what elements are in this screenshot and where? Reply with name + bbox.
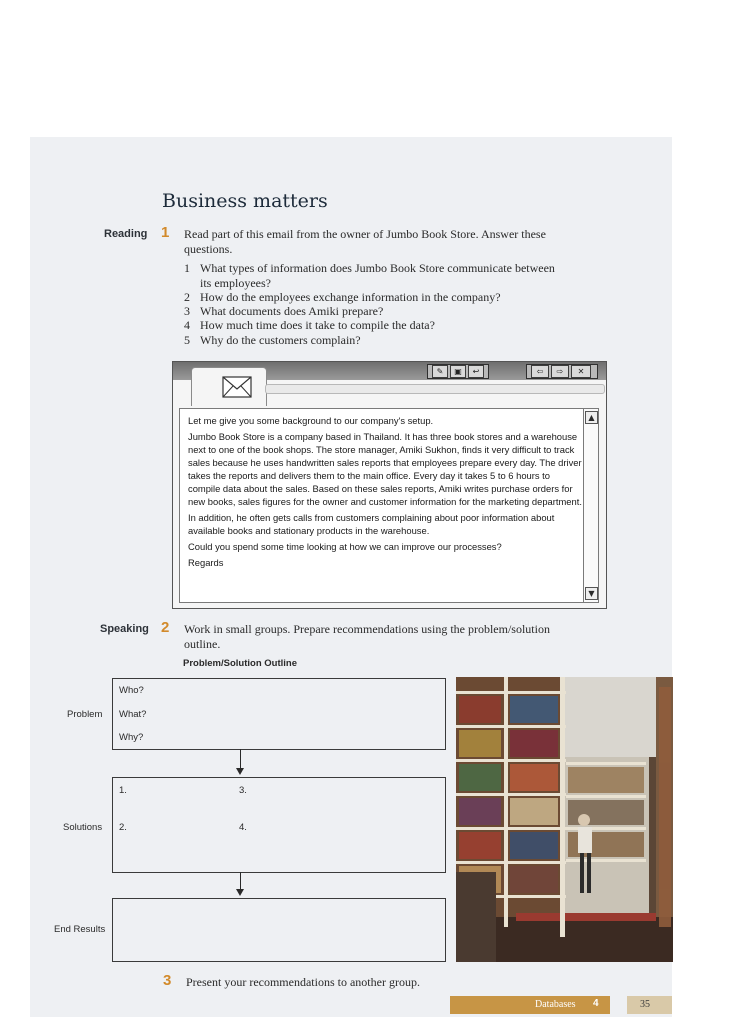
connector-line (240, 872, 241, 890)
reading-number: 1 (161, 224, 170, 241)
envelope-icon (222, 376, 252, 398)
email-body (179, 408, 599, 603)
close-icon[interactable]: ✕ (571, 365, 591, 378)
email-paragraph: Could you spend some time looking at how we can improve our processes? (188, 541, 502, 552)
reply-icon[interactable]: ↩ (468, 365, 484, 378)
end-results-box (112, 898, 446, 962)
footer-unit-number: 4 (593, 998, 599, 1009)
end-results-label: End Results (54, 924, 106, 935)
email-paragraph: Regards (188, 557, 224, 568)
address-bar (265, 384, 605, 394)
outline-title: Problem/Solution Outline (183, 658, 297, 669)
solution-item: 1. (119, 785, 127, 796)
task3-text: Present your recommendations to another group. (186, 975, 420, 989)
email-tab[interactable] (191, 367, 267, 406)
email-paragraph: Let me give you some background to our company's setup. (188, 415, 434, 426)
back-icon[interactable]: ⇦ (531, 365, 549, 378)
solution-item: 3. (239, 785, 247, 796)
scroll-up-icon[interactable]: ▲ (585, 411, 598, 424)
scrollbar[interactable] (583, 409, 598, 602)
speaking-label: Speaking (100, 623, 149, 635)
connector-line (240, 749, 241, 769)
solution-item: 4. (239, 822, 247, 833)
arrow-down-icon (236, 768, 244, 775)
email-paragraph: In addition, he often gets calls from customers complaining about poor information about available books and stationary products in the warehouse. (188, 512, 555, 536)
email-text (188, 414, 582, 572)
save-icon[interactable]: ▣ (450, 365, 466, 378)
scroll-down-icon[interactable]: ▼ (585, 587, 598, 600)
forward-icon[interactable]: ⇨ (551, 365, 569, 378)
email-paragraph: Jumbo Book Store is a company based in Thailand. It has three book stores and a warehouse next to one of the book shops. The store manager, Amiki Sukhon, finds it very difficult to track sales because he uses handwritten sales reports that employees prepare every day. The driver takes the reports and delivers them to the main office. Every day it takes 5 to 6 hours to compile data about the sales. Based on these sales reports, Amiki writes purchase orders for new books, sales figures for the owner and customer information for the marketing department. (188, 431, 582, 507)
bookstore-photo (456, 677, 673, 962)
problem-box (112, 678, 446, 750)
section-title: Business matters (162, 190, 328, 212)
speaking-number: 2 (161, 619, 170, 636)
edit-icon[interactable]: ✎ (432, 365, 448, 378)
task3-number: 3 (163, 972, 172, 989)
footer-unit-title: Databases (535, 999, 576, 1010)
problem-label: Problem (67, 709, 103, 720)
footer-bar (450, 996, 610, 1014)
solution-item: 2. (119, 822, 127, 833)
speaking-instruction: Work in small groups. Prepare recommendations using the problem/solution outline. (184, 622, 550, 651)
solutions-label: Solutions (63, 822, 103, 833)
problem-why: Why? (119, 732, 144, 743)
problem-what: What? (119, 709, 147, 720)
problem-who: Who? (119, 685, 144, 696)
reading-label: Reading (104, 228, 148, 240)
page-number: 35 (640, 999, 650, 1010)
reading-instruction: Read part of this email from the owner of Jumbo Book Store. Answer these questions. (184, 227, 546, 256)
solutions-box (112, 777, 446, 873)
arrow-down-icon (236, 889, 244, 896)
email-window (172, 361, 607, 609)
